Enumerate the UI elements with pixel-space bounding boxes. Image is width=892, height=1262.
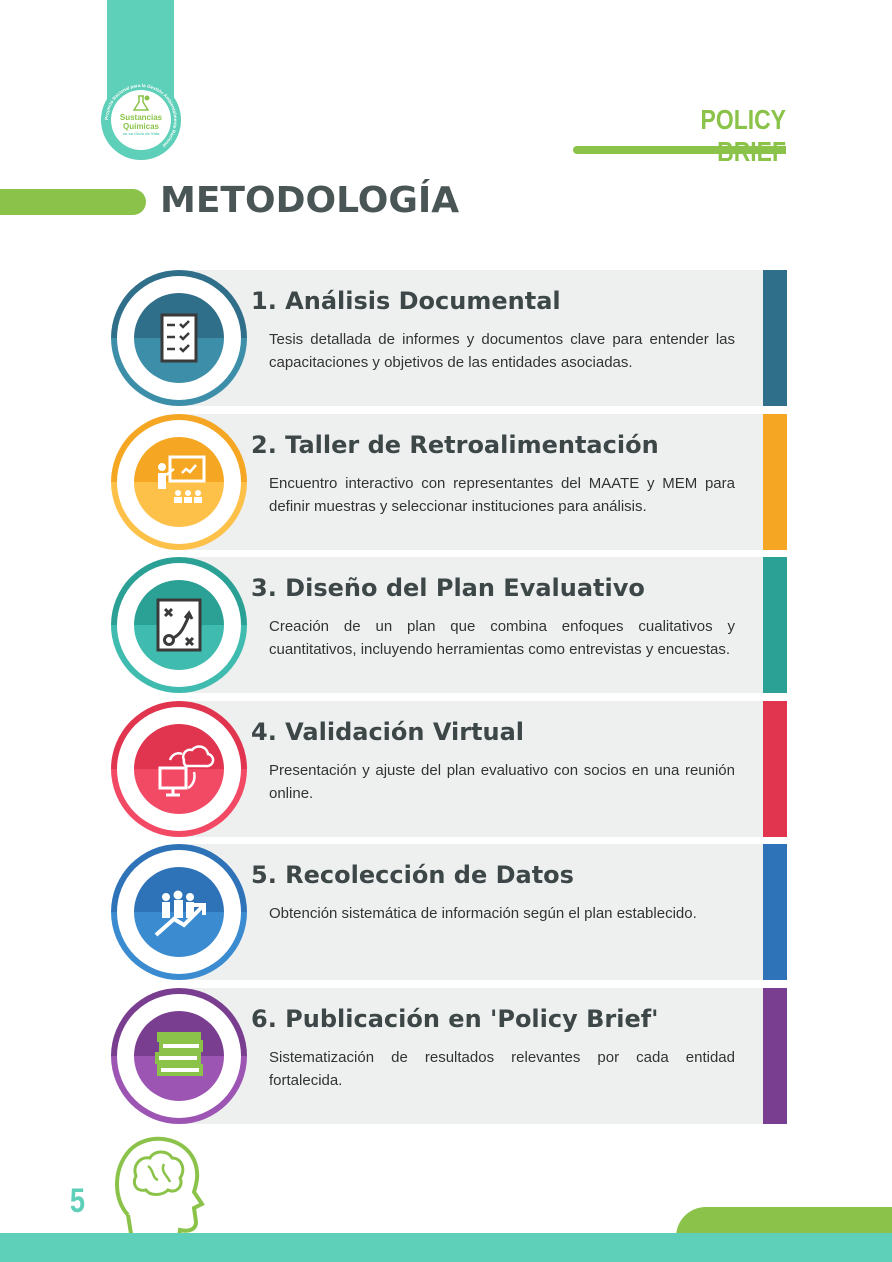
step-description: Creación de un plan que combina enfoques cualitativos y cuantitativos, incluyendo herramientas como entrevistas y encuestas. — [269, 618, 735, 658]
books-icon — [134, 1011, 224, 1101]
flask-icon — [129, 94, 153, 112]
page-number: 5 — [69, 1182, 86, 1220]
step-color-strip — [763, 844, 787, 980]
step-title: 3. Diseño del Plan Evaluativo — [251, 574, 645, 602]
step-icon-disc — [134, 580, 224, 670]
cloud-monitor-icon — [134, 724, 224, 814]
step-icon-disc — [134, 1011, 224, 1101]
method-step — [111, 701, 787, 837]
people-growth-icon — [134, 867, 224, 957]
method-step — [111, 844, 787, 980]
step-color-strip — [763, 557, 787, 693]
method-step — [111, 557, 787, 693]
logo-text-top: Sustancias — [119, 113, 163, 122]
step-title: 1. Análisis Documental — [251, 287, 561, 315]
step-icon-disc — [134, 293, 224, 383]
strategy-board-icon — [134, 580, 224, 670]
logo-text-bottom: Químicas — [122, 122, 159, 131]
section-accent-bar — [0, 189, 146, 215]
method-step — [111, 988, 787, 1124]
step-title: 5. Recolección de Datos — [251, 861, 574, 889]
policy-brief-label: POLICY — [700, 104, 786, 135]
step-icon-disc — [134, 724, 224, 814]
step-description: Sistematización de resultados relevantes por cada entidad fortalecida. — [269, 1048, 735, 1089]
step-color-strip — [763, 270, 787, 406]
step-color-strip — [763, 701, 787, 837]
logo-subtitle: en su Ciclo de Vida — [122, 131, 160, 136]
section-title: METODOLOGÍA — [160, 180, 460, 221]
checklist-icon — [134, 293, 224, 383]
method-step — [111, 414, 787, 550]
policy-brief-underline — [573, 146, 786, 154]
svg-text:Proyecto Nacional para la Gest: Proyecto Nacional para la Gestión Ambientalmente Racional — [103, 82, 179, 149]
step-description: Encuentro interactivo con representantes del MAATE y MEM para definir muestras y seleccionar instituciones para análisis. — [269, 474, 735, 515]
method-step — [111, 270, 787, 406]
step-title: 6. Publicación en 'Policy Brief' — [251, 1004, 659, 1033]
step-description: Obtención sistemática de información según el plan establecido. — [269, 905, 697, 922]
logo-inner — [111, 90, 171, 150]
presentation-icon — [134, 437, 224, 527]
step-color-strip — [763, 414, 787, 550]
step-description: Tesis detallada de informes y documentos clave para entender las capacitaciones y objetivos de las entidades asociadas. — [269, 331, 735, 371]
brain-head-icon — [108, 1130, 208, 1248]
step-color-strip — [763, 988, 787, 1124]
step-icon-disc — [134, 437, 224, 527]
step-description: Presentación y ajuste del plan evaluativo con socios en una reunión online. — [269, 761, 735, 802]
step-title: 4. Validación Virtual — [251, 717, 525, 746]
footer-band — [0, 1233, 892, 1262]
project-logo — [101, 80, 181, 160]
step-icon-disc — [134, 867, 224, 957]
step-title: 2. Taller de Retroalimentación — [251, 430, 659, 459]
